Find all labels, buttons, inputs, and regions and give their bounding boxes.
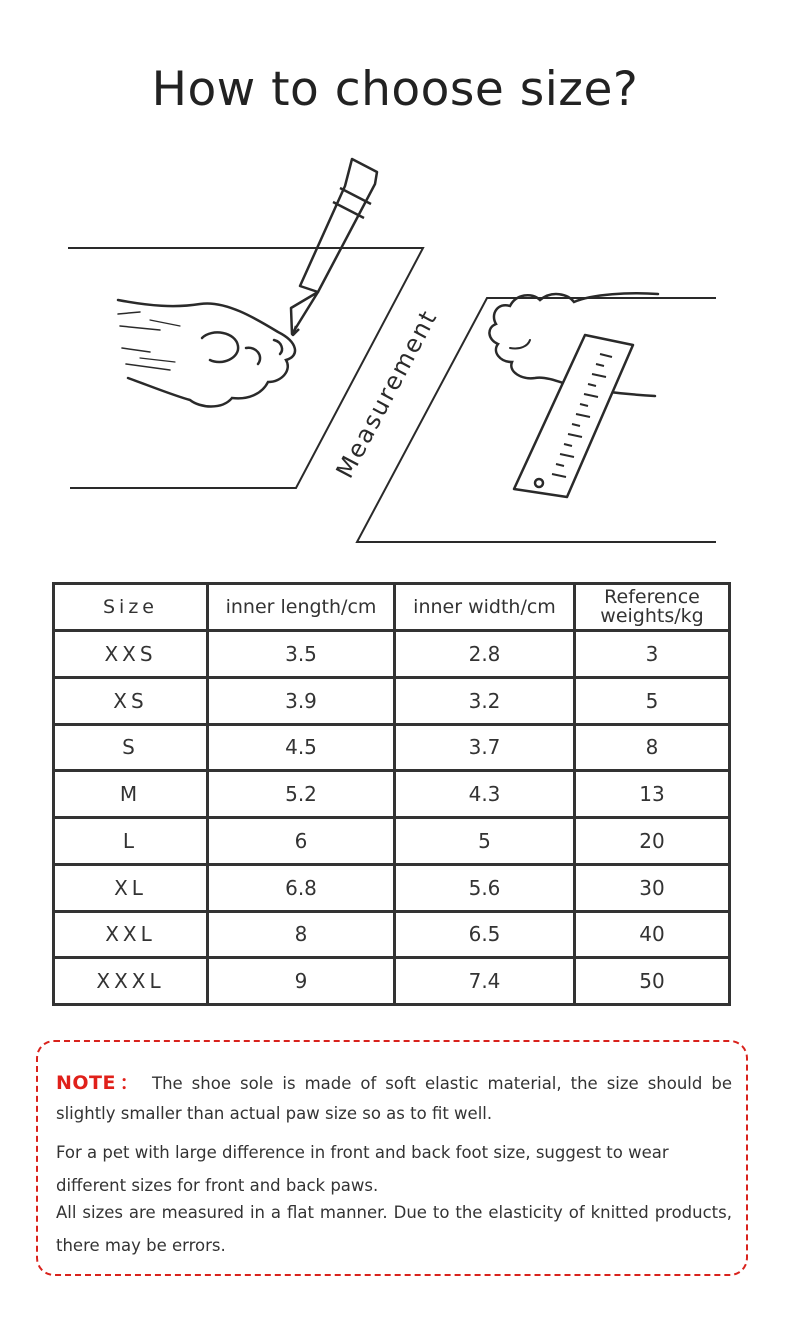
table-row: [54, 818, 730, 865]
cell-weight: 13: [575, 771, 730, 818]
table-row: [54, 631, 730, 678]
cell-inner-width: 6.5: [395, 911, 575, 958]
cell-size: XXL: [54, 911, 208, 958]
cell-inner-width: 4.3: [395, 771, 575, 818]
size-table: [52, 582, 731, 1006]
table-row: [54, 724, 730, 771]
note-paragraph-1: [56, 1068, 732, 1129]
measurement-label: Measurement: [330, 304, 443, 483]
cell-weight: 20: [575, 818, 730, 865]
header-size: Size: [54, 584, 208, 631]
cell-weight: 30: [575, 864, 730, 911]
cell-weight: 50: [575, 958, 730, 1005]
table-row: [54, 911, 730, 958]
cell-size: XXS: [54, 631, 208, 678]
cell-inner-length: 3.9: [208, 677, 395, 724]
cell-inner-width: 7.4: [395, 958, 575, 1005]
header-inner-length: inner length/cm: [208, 584, 395, 631]
cell-inner-width: 5.6: [395, 864, 575, 911]
cell-inner-length: 4.5: [208, 724, 395, 771]
cell-inner-length: 5.2: [208, 771, 395, 818]
cell-size: L: [54, 818, 208, 865]
measurement-illustration: [0, 150, 790, 550]
cell-weight: 3: [575, 631, 730, 678]
note-paragraph-2: For a pet with large difference in front and back foot size, suggest to wear different sizes for front and back paws.: [56, 1143, 669, 1195]
table-body: [54, 631, 730, 1005]
note-paragraph-3: All sizes are measured in a flat manner. Due to the elasticity of knitted products, there may be errors.: [56, 1203, 732, 1255]
cell-inner-length: 9: [208, 958, 395, 1005]
cell-inner-width: 5: [395, 818, 575, 865]
note-label: NOTE：: [56, 1072, 143, 1094]
cell-inner-width: 3.7: [395, 724, 575, 771]
table-row: [54, 864, 730, 911]
ruler-icon: [514, 335, 633, 497]
cell-inner-width: 2.8: [395, 631, 575, 678]
cell-weight: 40: [575, 911, 730, 958]
header-weight-line2: weights/kg: [600, 605, 704, 627]
paw-icon: [118, 300, 295, 407]
header-weight-line1: Reference: [604, 586, 700, 608]
note-text-1: The shoe sole is made of soft elastic material, the size should be slightly smaller than actual paw size so as to fit well.: [56, 1074, 732, 1123]
cell-weight: 5: [575, 677, 730, 724]
page-title: How to choose size?: [151, 62, 639, 117]
cell-size: M: [54, 771, 208, 818]
cell-size: XS: [54, 677, 208, 724]
header-reference-weight: [575, 584, 730, 631]
cell-size: XXXL: [54, 958, 208, 1005]
table-row: [54, 677, 730, 724]
note-box: [36, 1040, 748, 1276]
cell-inner-width: 3.2: [395, 677, 575, 724]
table-row: [54, 958, 730, 1005]
cell-inner-length: 8: [208, 911, 395, 958]
cell-inner-length: 6: [208, 818, 395, 865]
cell-size: S: [54, 724, 208, 771]
cell-weight: 8: [575, 724, 730, 771]
header-inner-width: inner width/cm: [395, 584, 575, 631]
table-row: [54, 771, 730, 818]
cell-inner-length: 6.8: [208, 864, 395, 911]
cell-size: XL: [54, 864, 208, 911]
cell-inner-length: 3.5: [208, 631, 395, 678]
